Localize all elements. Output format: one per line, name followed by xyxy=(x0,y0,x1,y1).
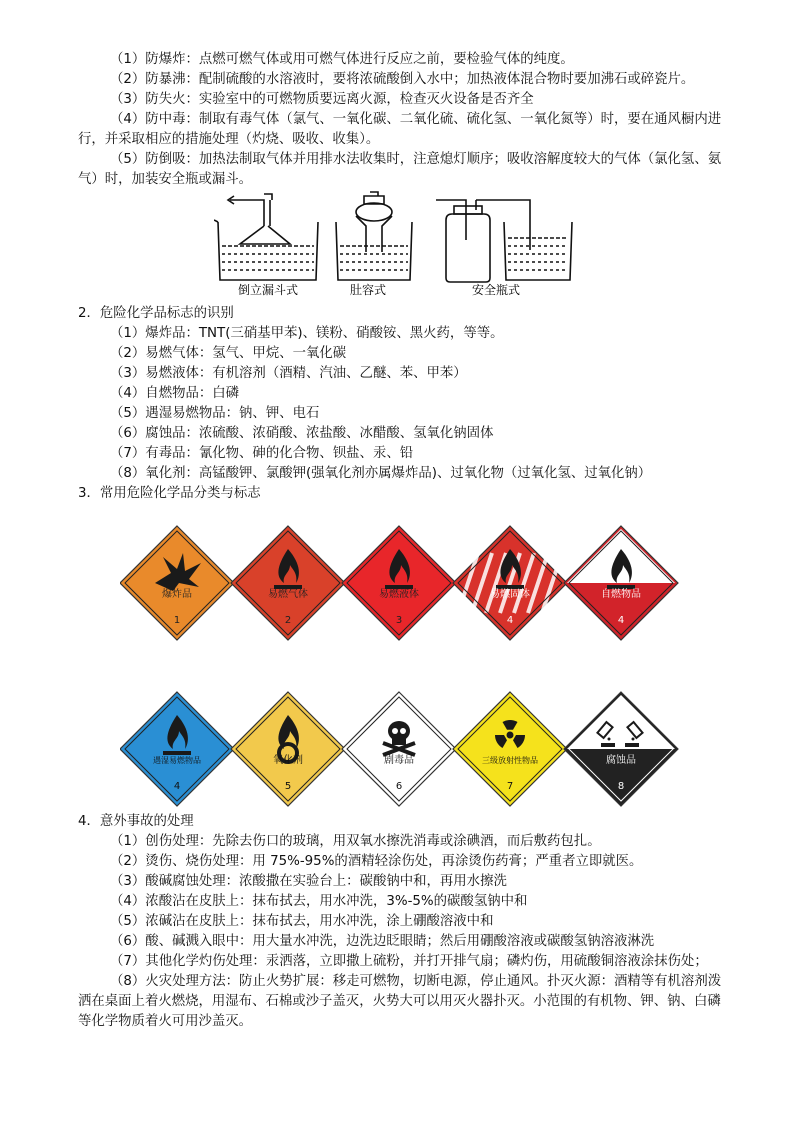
text-line: 行，并采取相应的措施处理（灼烧、吸收、收集）。 xyxy=(78,132,380,147)
hazard-sign-label: 氧化剂 xyxy=(273,755,303,766)
text-line: （6）腐蚀品：浓硫酸、浓硝酸、浓盐酸、冰醋酸、氢氧化钠固体 xyxy=(110,426,494,441)
text-line: （7）其他化学灼伤处理：汞洒落，立即撒上硫粉，并打开排气扇；磷灼伤，用硫酸铜溶液涂抹伤处； xyxy=(110,954,708,969)
hazard-signs-row-2 xyxy=(120,682,680,817)
text-line: （1）创伤处理：先除去伤口的玻璃，用双氧水擦洗消毒或涂碘酒，而后敷药包扎。 xyxy=(110,834,601,849)
text-line: （3）酸碱腐蚀处理：浓酸撒在实验台上：碳酸钠中和，再用水擦洗 xyxy=(110,874,507,889)
hazard-class-number: 2 xyxy=(284,615,292,626)
section-heading: 3．常用危险化学品分类与标志 xyxy=(78,486,261,501)
hazard-sign-label: 遇湿易燃物品 xyxy=(153,756,201,765)
hazard-sign-label: 剧毒品 xyxy=(384,755,414,766)
hazard-sign xyxy=(453,692,567,806)
hazard-class-number: 8 xyxy=(617,781,625,792)
hazard-sign-label: 腐蚀品 xyxy=(606,755,636,766)
text-line: （1）防爆炸：点燃可燃气体或用可燃气体进行反应之前，要检验气体的纯度。 xyxy=(110,52,574,67)
hazard-class-number: 4 xyxy=(617,615,625,626)
hazard-class-number: 4 xyxy=(506,615,514,626)
apparatus-label: 肚容式 xyxy=(350,283,387,297)
text-line: （7）有毒品：氰化物、砷的化合物、钡盐、汞、铅 xyxy=(110,446,414,461)
hazard-class-number: 7 xyxy=(506,781,514,792)
text-line: （6）酸、碱溅入眼中：用大量水冲洗，边洗边眨眼睛；然后用硼酸溶液或碳酸氢钠溶液淋洗 xyxy=(110,934,655,949)
hazard-sign xyxy=(342,692,456,806)
hazard-sign-label: 爆炸品 xyxy=(162,589,192,600)
hazard-sign xyxy=(231,526,345,640)
hazard-sign xyxy=(564,526,678,640)
hazard-class-number: 3 xyxy=(395,615,403,626)
hazard-sign xyxy=(120,692,234,806)
hazard-sign-label: 易燃气体 xyxy=(268,589,308,600)
text-line: （2）防暴沸：配制硫酸的水溶液时，要将浓硫酸倒入水中；加热液体混合物时要加沸石或碎瓷片。 xyxy=(110,72,695,87)
text-line: （4）防中毒：制取有毒气体（氯气、一氧化碳、二氧化硫、硫化氢、一氧化氮等）时，要在通风橱内进 xyxy=(110,112,722,127)
hazard-class-number: 1 xyxy=(173,615,181,626)
hazard-sign xyxy=(231,692,345,806)
anti-backflow-apparatus-diagram xyxy=(214,190,574,300)
hazard-signs-row-1 xyxy=(120,516,680,651)
hazard-sign-label: 易燃固体 xyxy=(490,589,530,600)
text-line: （5）浓碱沾在皮肤上：抹布拭去，用水冲洗，涂上硼酸溶液中和 xyxy=(110,914,494,929)
hazard-class-number: 6 xyxy=(395,781,403,792)
apparatus-label: 倒立漏斗式 xyxy=(238,283,299,297)
hazard-class-number: 5 xyxy=(284,781,292,792)
hazard-sign xyxy=(342,526,456,640)
text-line: （5）遇湿易燃物品：钠、钾、电石 xyxy=(110,406,320,421)
section-heading: 4．意外事故的处理 xyxy=(78,814,194,829)
text-line: （8）氧化剂：高锰酸钾、氯酸钾(强氧化剂亦属爆炸品)、过氧化物（过氧化氢、过氧化钠） xyxy=(110,466,652,481)
text-line: 气）时，加装安全瓶或漏斗。 xyxy=(78,172,253,187)
hazard-sign xyxy=(564,692,678,806)
apparatus-label: 安全瓶式 xyxy=(472,283,521,297)
section-heading: 2．危险化学品标志的识别 xyxy=(78,306,234,321)
hazard-class-number: 4 xyxy=(173,781,181,792)
hazard-sign-label: 易燃液体 xyxy=(379,589,419,600)
flame-base-icon xyxy=(163,751,191,755)
hazard-sign xyxy=(453,526,567,640)
text-line: （4）浓酸沾在皮肤上：抹布拭去，用水冲洗，3%-5%的碳酸氢钠中和 xyxy=(110,894,528,909)
text-line: （1）爆炸品：TNT(三硝基甲苯)、镁粉、硝酸铵、黑火药，等等。 xyxy=(110,326,504,341)
text-line: （4）自燃物品：白磷 xyxy=(110,386,240,401)
text-line: （8）火灾处理方法：防止火势扩展：移走可燃物，切断电源，停止通风。扑灭火源：酒精等有机溶剂泼 xyxy=(110,974,722,989)
hazard-diamond-upper xyxy=(567,695,675,749)
text-line: （2）烫伤、烧伤处理：用 75%-95%的酒精轻涂伤处，再涂烫伤药膏；严重者立即就医。 xyxy=(110,854,643,869)
text-line: （3）易燃液体：有机溶剂（酒精、汽油、乙醚、苯、甲苯） xyxy=(110,366,467,381)
hazard-sign xyxy=(120,526,234,640)
text-line: 洒在桌面上着火燃烧，用湿布、石棉或沙子盖灭，火势大可以用灭火器扑灭。小范围的有机物、钾、钠、白磷 xyxy=(78,994,721,1009)
hazard-sign-label: 三级放射性物品 xyxy=(482,756,538,765)
text-line: （3）防失火：实验室中的可燃物质要远离火源，检查灭火设备是否齐全 xyxy=(110,92,534,107)
text-line: （2）易燃气体：氢气、甲烷、一氧化碳 xyxy=(110,346,347,361)
text-line: 等化学物质着火可用沙盖灭。 xyxy=(78,1014,253,1029)
text-line: （5）防倒吸：加热法制取气体并用排水法收集时，注意熄灯顺序；吸收溶解度较大的气体（氯化氢、氨 xyxy=(110,152,722,167)
hazard-sign-label: 自燃物品 xyxy=(601,589,641,600)
